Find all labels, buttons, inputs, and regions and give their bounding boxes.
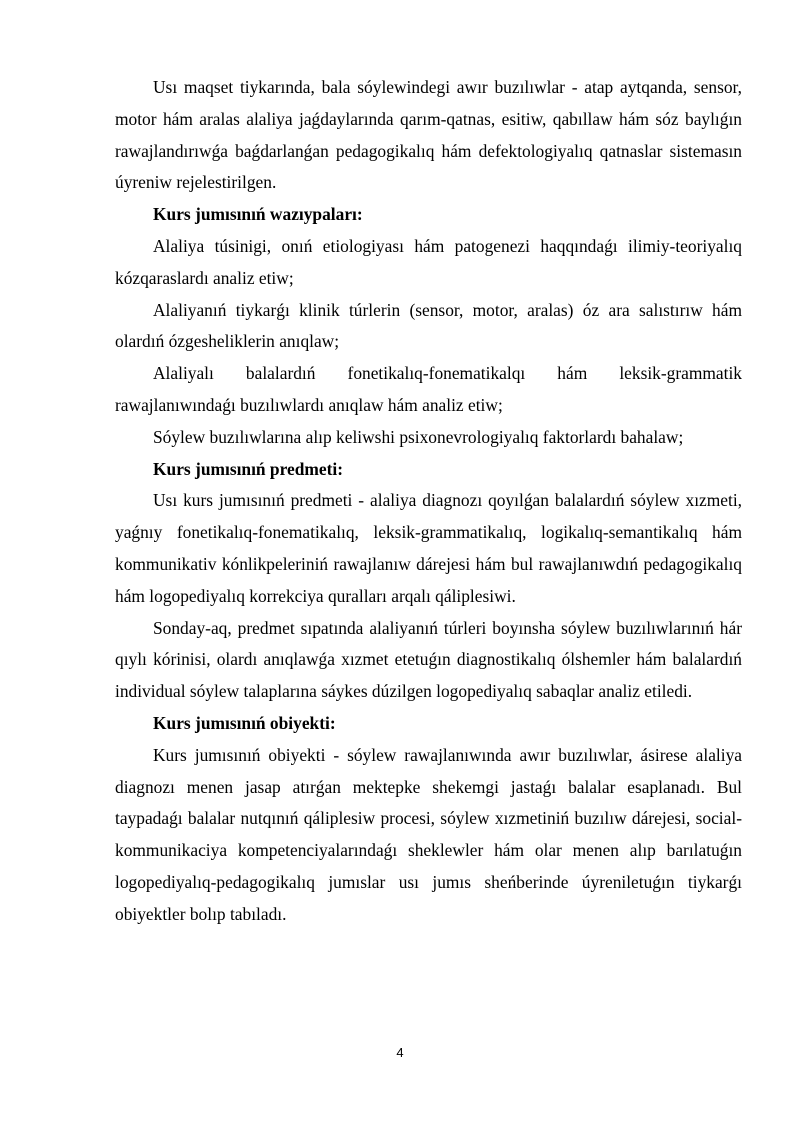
task-item: Sóylew buzılıwlarına alıp keliwshi psixonevrologiyalıq faktorlardı bahalaw; (153, 426, 684, 447)
task-item: Alaliyalı balalardıń fonetikalıq-fonematikalqı hám leksik-grammatik rawajlanıwındaǵı buzılıwlardı anıqlaw hám analiz etiw; (115, 363, 742, 415)
page-number: 4 (396, 1045, 404, 1060)
task-item: Alaliyanıń tiykarǵı klinik túrlerin (sensor, motor, aralas) óz ara salıstırıw hám olardıń ózgesheliklerin anıqlaw; (115, 299, 742, 352)
subject-heading: Kurs jumısınıń predmeti: (153, 458, 344, 479)
object-paragraph: Kurs jumısınıń obiyekti - sóylew rawajlanıwında awır buzılıwlar, ásirese alaliya diagnozı menen jasap atırǵan mektepke shekemgi jastaǵı balalar esaplanadı. Bul taypadaǵı balalar nutqınıń qáliplesiw procesi, sóylew xızmetiniń buzılıw dárejesi, social-kommunikaciya kompetenciyalarındaǵı sheklewler hám olar menen alıp barılatuǵın logopediyalıq-pedagogikalıq jumıslar usı jumıs sheńberinde úyreniletuǵın tiykarǵı obiyektler bolıp tabıladı. (115, 744, 742, 924)
subject-paragraph: Usı kurs jumısınıń predmeti - alaliya diagnozı qoyılǵan balalardıń sóylew xızmeti, yaǵnıy fonetikalıq-fonematikalıq, leksik-grammatikalıq, logikalıq-semantikalıq hám kommunikativ kónlikpeleriniń rawajlanıw dárejesi hám bul rawajlanıwdıń pedagogikalıq hám logopediyalıq korrekciya quralları arqalı qáliplesiwi. (115, 490, 742, 606)
tasks-heading: Kurs jumısınıń wazıypaları: (153, 204, 363, 225)
object-heading: Kurs jumısınıń obiyekti: (153, 712, 336, 733)
document-page (115, 72, 742, 931)
subject-paragraph: Sonday-aq, predmet sıpatında alaliyanıń túrleri boyınsha sóylew buzılıwlarınıń hár qıylı kórinisi, olardı anıqlawǵa xızmet etetuǵın diagnostikalıq ólshemler hám balalardıń individual sóylew talaplarına sáykes dúzilgen logopediyalıq sabaqlar analiz etiledi. (115, 617, 742, 702)
intro-paragraph: Usı maqset tiykarında, bala sóylewindegi awır buzılıwlar - atap aytqanda, sensor, motor hám aralas alaliya jaǵdaylarında qarım-qatnas, esitiw, qabıllaw hám sóz baylıǵın rawajlandırıwǵa baǵdarlanǵan pedagogikalıq hám defektologiyalıq qatnaslar sistemasın úyreniw rejelestirilgen. (115, 77, 742, 193)
task-item: Alaliya túsinigi, onıń etiologiyası hám patogenezi haqqındaǵı ilimiy-teoriyalıq kózqaraslardı analiz etiw; (115, 235, 742, 288)
